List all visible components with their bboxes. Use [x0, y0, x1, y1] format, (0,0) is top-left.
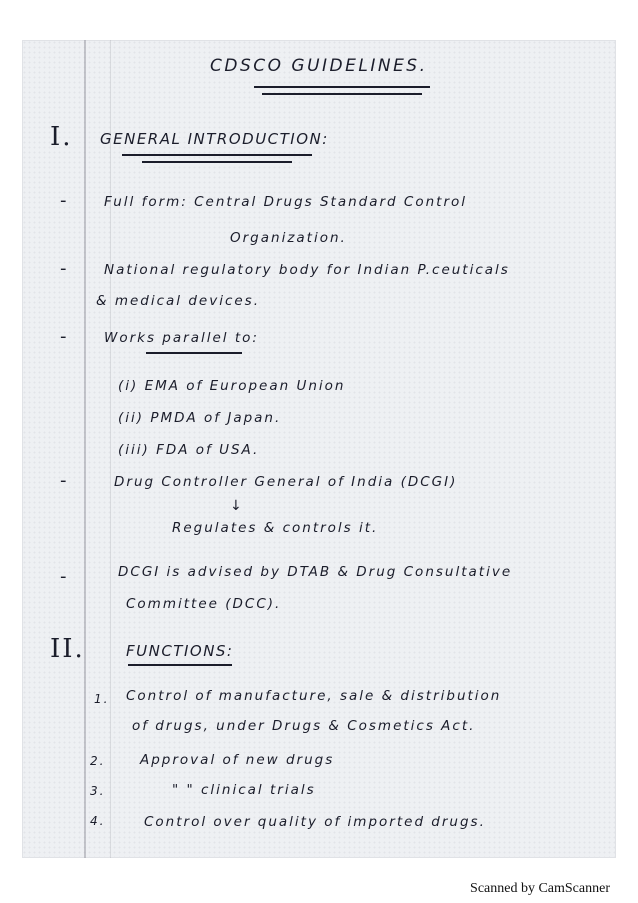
bullet-4: - — [60, 470, 69, 491]
title-underline-1 — [254, 86, 430, 88]
function-number-2: 2. — [90, 754, 106, 768]
function-3: " " clinical trials — [172, 782, 316, 798]
scanner-footer: Scanned by CamScanner — [470, 881, 610, 896]
full-form-line-2: Organization. — [230, 230, 347, 246]
full-form-line-1: Full form: Central Drugs Standard Control — [104, 194, 468, 210]
section-1-heading-underline-2 — [142, 161, 292, 163]
function-number-1: 1. — [94, 692, 110, 706]
dcgi-line: Drug Controller General of India (DCGI) — [114, 474, 458, 490]
parallel-item-pmda: (ii) PMDA of Japan. — [118, 410, 282, 426]
down-arrow-icon: ↓ — [230, 498, 242, 514]
dcgi-advised-line-2: Committee (DCC). — [126, 596, 282, 612]
title-underline-2 — [262, 93, 422, 95]
section-1-heading: GENERAL INTRODUCTION: — [100, 130, 329, 148]
notebook-page — [22, 40, 616, 858]
bullet-1: - — [60, 190, 69, 211]
margin-line-inner — [110, 40, 111, 858]
dcgi-advised-line-1: DCGI is advised by DTAB & Drug Consultative — [118, 564, 513, 580]
dcgi-regulates-line: Regulates & controls it. — [172, 520, 379, 536]
function-number-4: 4. — [90, 814, 106, 828]
section-2-heading-underline — [128, 664, 232, 666]
function-1-line-1: Control of manufacture, sale & distribution — [126, 688, 502, 704]
function-4: Control over quality of imported drugs. — [144, 814, 486, 830]
regulatory-body-line-2: & medical devices. — [96, 293, 260, 309]
regulatory-body-line-1: National regulatory body for Indian P.ceuticals — [104, 262, 510, 278]
function-number-3: 3. — [90, 784, 106, 798]
parallel-item-fda: (iii) FDA of USA. — [118, 442, 260, 458]
works-parallel-heading: Works parallel to: — [104, 330, 259, 346]
bullet-3: - — [60, 326, 69, 347]
parallel-item-ema: (i) EMA of European Union — [118, 378, 346, 394]
section-1-heading-underline-1 — [122, 154, 312, 156]
bullet-5: - — [60, 566, 69, 587]
works-parallel-underline — [146, 352, 242, 354]
bullet-2: - — [60, 258, 69, 279]
page-title: CDSCO GUIDELINES. — [210, 56, 428, 76]
function-1-line-2: of drugs, under Drugs & Cosmetics Act. — [132, 718, 476, 734]
margin-line — [84, 40, 86, 858]
function-2: Approval of new drugs — [140, 752, 335, 768]
section-2-heading: FUNCTIONS: — [126, 642, 234, 660]
section-1-numeral: I. — [50, 122, 73, 152]
section-2-numeral: II. — [50, 634, 85, 664]
